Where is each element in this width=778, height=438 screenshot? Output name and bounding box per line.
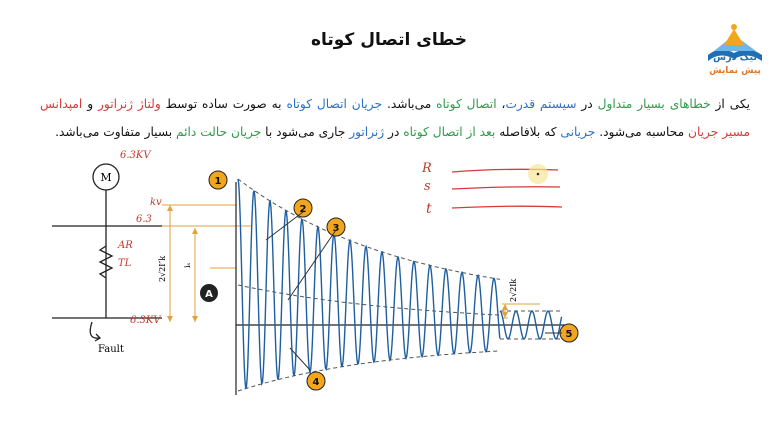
paragraph-segment: سیستم قدرت — [505, 97, 577, 111]
paragraph-segment: و — [82, 97, 99, 111]
note-bottom: 6.3KV — [130, 315, 161, 326]
paragraph-segment: که بلافاصله — [495, 125, 561, 139]
paragraph-segment: جریان اتصال کوتاه — [286, 97, 383, 111]
svg-text:A: A — [205, 289, 213, 300]
note-mid: AR — [118, 240, 133, 251]
paragraph-segment: بعد از اتصال کوتاه — [403, 125, 496, 139]
peak-label: 2√2I″k — [158, 255, 167, 282]
marker-label-5: 5 — [565, 329, 573, 340]
steady-label: 2√2Ik — [509, 278, 518, 302]
marker-label-2: 2 — [299, 204, 307, 215]
hand-t: t — [426, 201, 432, 217]
paragraph-segment: اتصال کوتاه — [436, 97, 497, 111]
note-bus: 6.3 — [136, 214, 152, 225]
paragraph-segment: محاسبه می‌شود. — [595, 125, 688, 139]
transient-wave — [238, 179, 500, 388]
marker-label-1: 1 — [214, 176, 222, 187]
note-top: 6.3KV — [120, 150, 151, 161]
marker-label-4: 4 — [312, 377, 320, 388]
hand-s: s — [424, 179, 431, 194]
logo-subtitle: پیش نمایش — [709, 66, 761, 76]
hand-r: R — [422, 161, 432, 176]
paragraph-segment: می‌باشد. — [382, 97, 437, 111]
hand-line-t — [452, 206, 562, 208]
paragraph-segment: بسیار متفاوت می‌باشد. — [55, 125, 176, 139]
hand-line-s — [452, 187, 560, 189]
paragraph-segment: یکی از — [710, 97, 750, 111]
paragraph-segment: ، — [496, 97, 506, 111]
paragraph-segment: جریان حالت دائم — [176, 125, 262, 139]
paragraph-segment: امپدانس مسیر جریان — [40, 97, 750, 139]
paragraph-segment: جریانی — [560, 125, 596, 139]
note-kv: kv — [150, 197, 162, 208]
upper-envelope — [238, 179, 500, 279]
paragraph-segment: در — [576, 97, 598, 111]
marker-label-3: 3 — [332, 223, 340, 234]
ik-label: iₛ — [183, 262, 192, 268]
paragraph-segment: به صورت ساده توسط — [160, 97, 287, 111]
fault-label: Fault — [98, 344, 124, 355]
paragraph-segment: ژنراتور — [349, 125, 385, 139]
logo-brand: نیک درس — [713, 52, 757, 63]
point-a — [200, 284, 218, 302]
paragraph-segment: جاری می‌شود با — [261, 125, 350, 139]
paragraph-segment: خطاهای بسیار متداول — [597, 97, 711, 111]
page-title: خطای اتصال کوتاه — [310, 30, 468, 50]
paragraph-segment: ولتاژ ژنراتور — [98, 97, 161, 111]
paragraph-segment: در — [384, 125, 404, 139]
note-mid2: TL — [118, 258, 132, 269]
motor-label: M — [100, 171, 112, 184]
